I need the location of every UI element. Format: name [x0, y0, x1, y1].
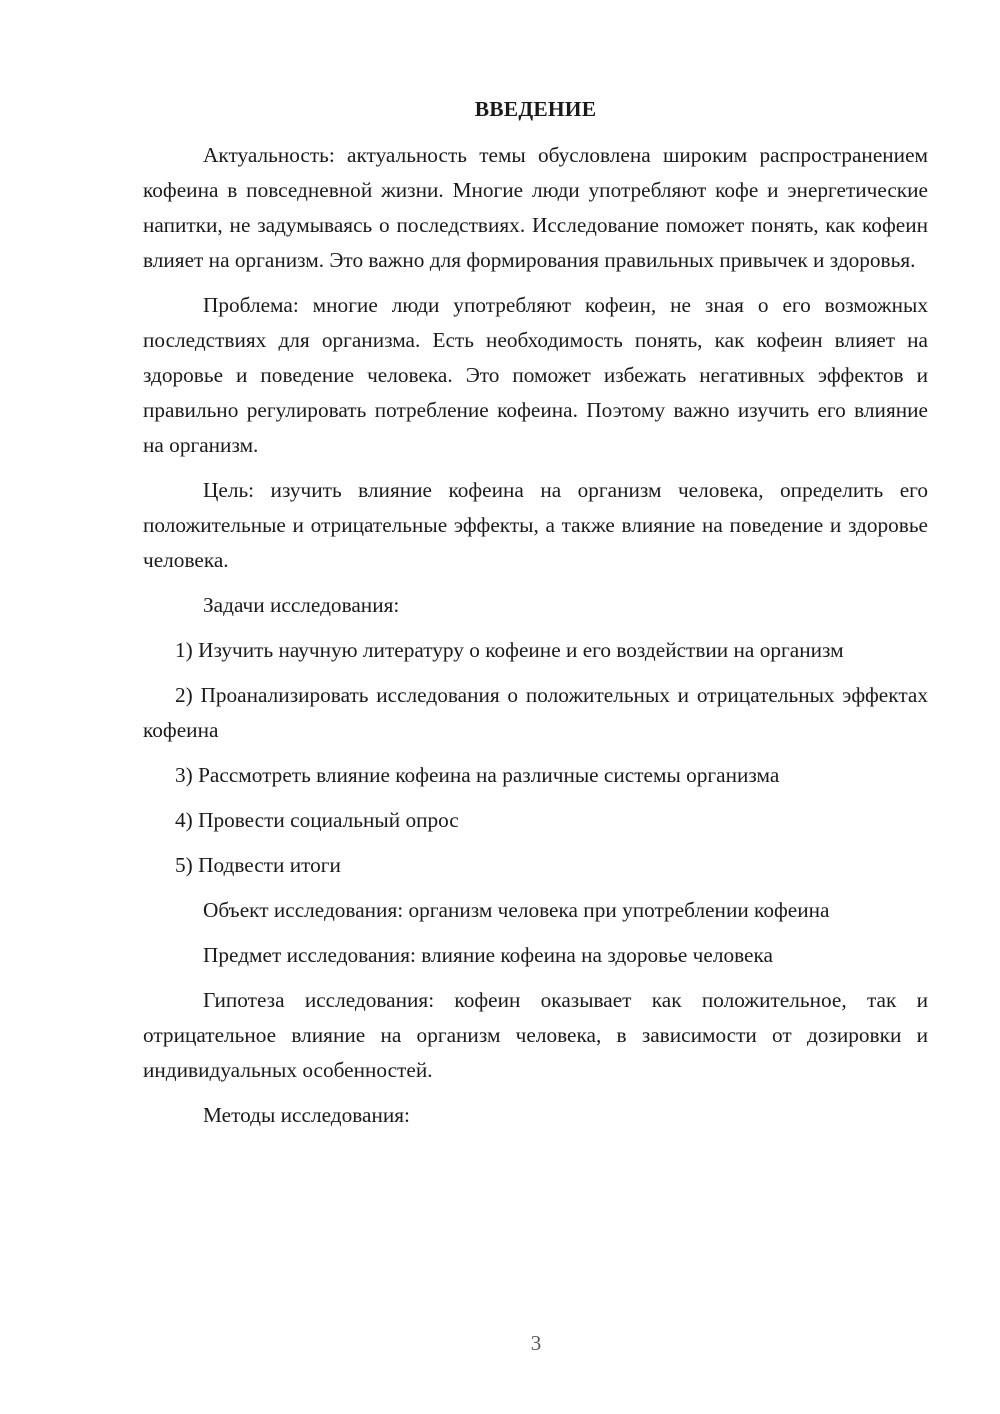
- object-paragraph: Объект исследования: организм человека при употреблении кофеина: [203, 898, 830, 922]
- task-item-3: 3) Рассмотреть влияние кофеина на различные системы организма: [175, 763, 780, 787]
- task-item-4: 4) Провести социальный опрос: [175, 808, 459, 832]
- task-item-5: 5) Подвести итоги: [175, 853, 341, 877]
- subject-paragraph: Предмет исследования: влияние кофеина на здоровье человека: [203, 943, 773, 967]
- task-item-2: 2) Проанализировать исследования о положительных и отрицательных эффектах кофеина: [143, 683, 928, 742]
- goal-paragraph: Цель: изучить влияние кофеина на организм человека, определить его положительные и отрицательные эффекты, а также влияние на поведение и здоровье человека.: [143, 478, 928, 572]
- document-page: [143, 92, 928, 1143]
- task-item-1: 1) Изучить научную литературу о кофеине и его воздействии на организм: [175, 638, 844, 662]
- page-number: 3: [530, 1331, 542, 1355]
- methods-heading: Методы исследования:: [203, 1103, 410, 1127]
- section-title: ВВЕДЕНИЕ: [474, 97, 597, 121]
- tasks-heading: Задачи исследования:: [203, 593, 400, 617]
- hypothesis-paragraph: Гипотеза исследования: кофеин оказывает как положительное, так и отрицательное влияние на организм человека, в зависимости от дозировки и индивидуальных особенностей.: [143, 988, 928, 1082]
- problem-paragraph: Проблема: многие люди употребляют кофеин, не зная о его возможных последствиях для организма. Есть необходимость понять, как кофеин влияет на здоровье и поведение человека. Это поможет избежать негативных эффектов и правильно регулировать потребление кофеина. Поэтому важно изучить его влияние на организм.: [143, 293, 928, 457]
- relevance-paragraph: Актуальность: актуальность темы обусловлена широким распространением кофеина в повседневной жизни. Многие люди употребляют кофе и энергетические напитки, не задумываясь о последствиях. Исследование поможет понять, как кофеин влияет на организм. Это важно для формирования правильных привычек и здоровья.: [143, 143, 928, 272]
